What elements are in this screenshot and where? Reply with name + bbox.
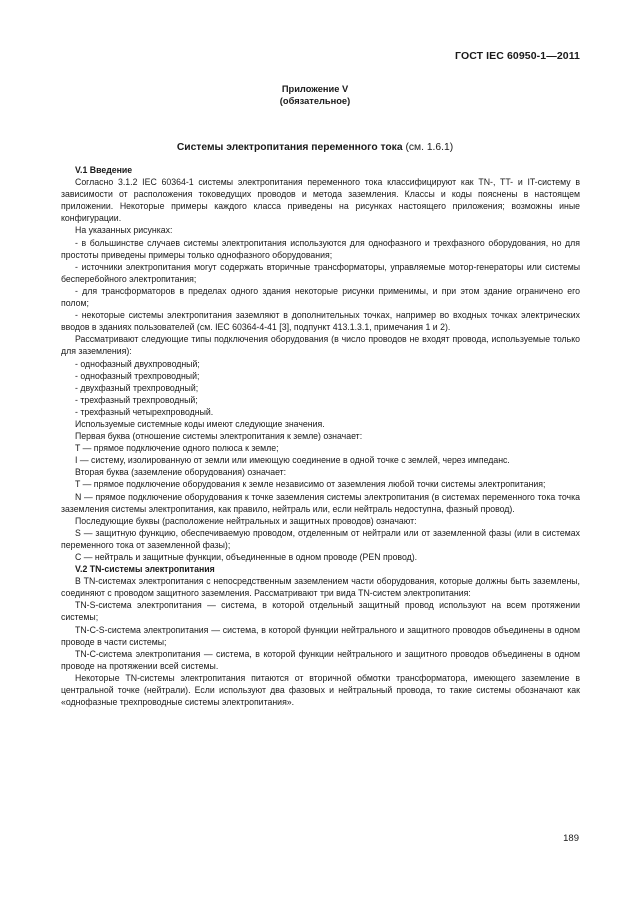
list-item: - некоторые системы электропитания заземляют в дополнительных точках, например во входных точках электрических вводов в зданиях пользователей (см. IEC 60364-4-41 [3], подпункт 413.1.3.1, примечания 1 и 2).: [61, 310, 580, 333]
list-item: - источники электропитания могут содержать вторичные трансформаторы, управляемые мотор-генераторы или системы бесперебойного электропитания;: [61, 261, 580, 284]
section-title-text: Системы электропитания переменного тока: [176, 142, 403, 153]
paragraph: Последующие буквы (расположение нейтральных и защитных проводов) означают:: [75, 515, 417, 526]
annex-title: Приложение V: [281, 84, 349, 94]
definition: TN-S-система электропитания — система, в которой отдельный защитный провод используют на всем протяжении системы;: [61, 600, 580, 623]
definition: T — прямое подключение одного полюса к земле;: [75, 443, 279, 454]
definition: TN-C-система электропитания — система, в которой функции нейтрального и защитного проводов объединены в одном проводе на протяжении всей системы.: [61, 648, 580, 671]
definition: I — систему, изолированную от земли или имеющую соединение в одной точке с землей, через импеданс.: [75, 455, 510, 466]
list-item: - однофазный трехпроводный;: [75, 370, 200, 381]
list-item: - трехфазный четырехпроводный.: [75, 406, 214, 417]
paragraph: Согласно 3.1.2 IEC 60364-1 системы электропитания переменного тока классифицируют как TN-, TT- и IT-систему в зависимости от расположения токоведущих проводов и метода заземления. Классы и коды пояснены в настоящем приложении. Некоторые примеры каждого класса приведены на рисунках настоящего приложения; возможны иные конфигурации.: [61, 177, 580, 224]
list-item: - однофазный двухпроводный;: [75, 358, 200, 369]
paragraph: Рассматривают следующие типы подключения оборудования (в число проводов не входят провода, используемые только для заземления):: [61, 334, 580, 357]
list-item: - для трансформаторов в пределах одного здания некоторые рисунки применимы, и при этом здание ограничено его полом;: [61, 285, 580, 309]
list-item: - в большинстве случаев системы электропитания используются для однофазного и трехфазного оборудования, но для простоты приведены примеры только однофазного оборудования;: [61, 237, 580, 260]
paragraph: Первая буква (отношение системы электропитания к земле) означает:: [75, 431, 363, 442]
paragraph: В TN-системах электропитания с непосредственным заземлением части оборудования, которые должны быть заземлены, соединяют с проводом защитного заземления. Рассматривают три вида TN-систем электропитания:: [61, 576, 580, 599]
paragraph: На указанных рисунках:: [75, 225, 173, 236]
list-item: - трехфазный трехпроводный;: [75, 394, 198, 405]
document-body: [61, 164, 580, 708]
definition: TN-C-S-система электропитания — система, в которой функции нейтрального и защитного проводов объединены в одном проводе в части системы;: [61, 624, 580, 647]
annex-heading: [0, 83, 630, 107]
list-item: - двухфазный трехпроводный;: [75, 382, 199, 393]
section-title-ref: (см. 1.6.1): [405, 142, 454, 153]
section-title: [0, 142, 630, 153]
definition: S — защитную функцию, обеспечиваемую проводом, отделенным от нейтрали или от заземленной фазы (или в системах переменного тока от заземленной фазы);: [61, 527, 580, 550]
paragraph: Используемые системные коды имеют следующие значения.: [75, 418, 325, 429]
annex-status: (обязательное): [279, 96, 351, 106]
paragraph: Некоторые TN-системы электропитания питаются от вторичной обмотки трансформатора, имеющего заземление в центральной точке (нейтрали). Если используют два фазовых и нейтральный провода, то такие системы обозначают как «однофазные трехпроводные системы электропитания».: [61, 672, 580, 708]
definition: C — нейтраль и защитные функции, объединенные в одном проводе (PEN провод).: [75, 552, 418, 562]
paragraph: Вторая буква (заземление оборудования) означает:: [75, 467, 287, 478]
subsection-heading: V.2 TN-системы электропитания: [75, 564, 215, 575]
document-header: ГОСТ IEC 60950-1—2011: [455, 50, 580, 62]
definition: T — прямое подключение оборудования к земле независимо от заземления любой точки системы электропитания;: [75, 479, 546, 490]
definition: N — прямое подключение оборудования к точке заземления системы электропитания (в системах переменного тока точка заземления системы электропитания, как правило, нейтраль или, если нейтраль недоступна, фазный провод).: [61, 491, 580, 514]
subsection-heading: V.1 Введение: [75, 165, 133, 175]
page-number: 189: [563, 833, 579, 844]
